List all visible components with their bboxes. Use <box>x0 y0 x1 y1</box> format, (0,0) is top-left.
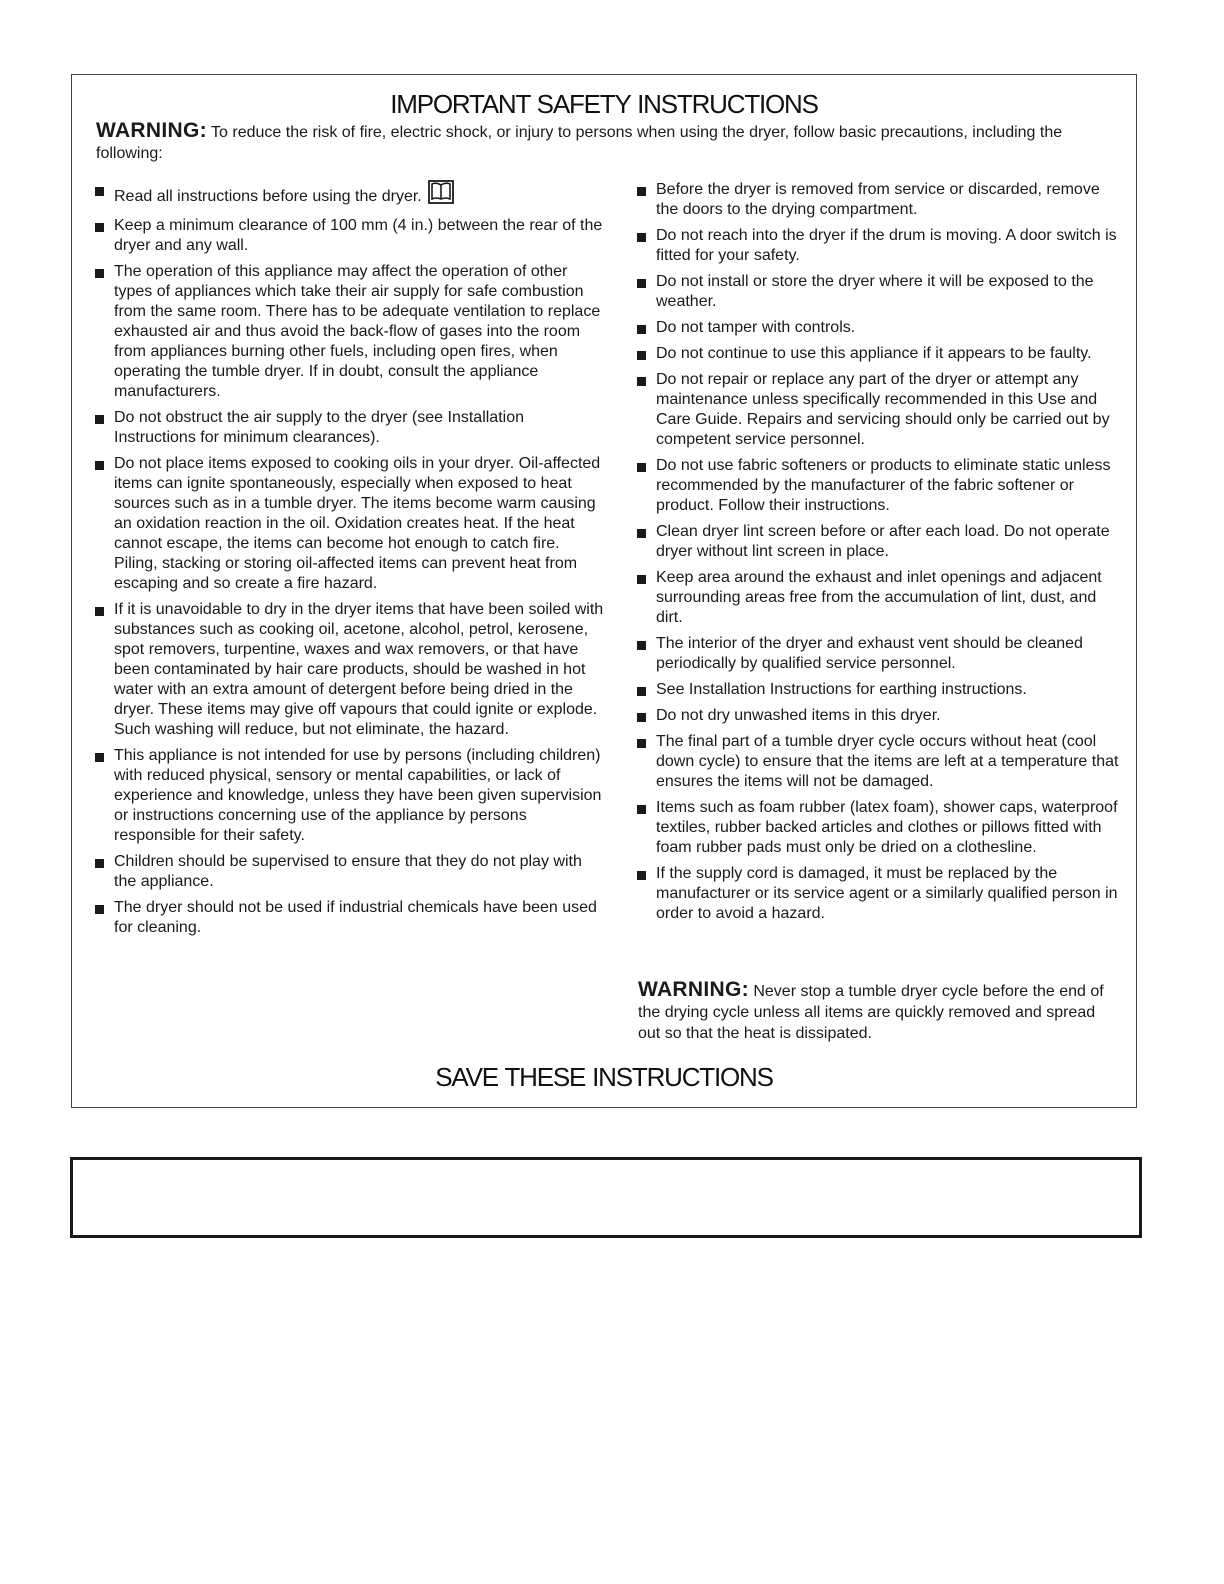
list-item: Children should be supervised to ensure that they do not play with the appliance. <box>94 852 606 892</box>
list-item: Do not use fabric softeners or products to eliminate static unless recommended by the manufacturer of the fabric softener or product. Follow their instructions. <box>636 456 1122 516</box>
empty-bordered-box <box>70 1157 1142 1238</box>
list-item: Keep area around the exhaust and inlet openings and adjacent surrounding areas free from the accumulation of lint, dust, and dirt. <box>636 568 1122 628</box>
list-item: This appliance is not intended for use by persons (including children) with reduced physical, sensory or mental capabilities, or lack of experience and knowledge, unless they have been given supervision or instructions concerning use of the appliance by persons responsible for their safety. <box>94 746 606 846</box>
list-item: Do not obstruct the air supply to the dryer (see Installation Instructions for minimum clearances). <box>94 408 606 448</box>
list-item: Do not dry unwashed items in this dryer. <box>636 706 1122 726</box>
list-item: See Installation Instructions for earthing instructions. <box>636 680 1122 700</box>
list-item: Keep a minimum clearance of 100 mm (4 in.) between the rear of the dryer and any wall. <box>94 216 606 256</box>
save-instructions-title: SAVE THESE INSTRUCTIONS <box>435 1062 773 1092</box>
closing-warning-text: Never stop a tumble dryer cycle before the end of the drying cycle unless all items are quickly removed and spread out so that the heat is dissipated. <box>638 983 1104 1042</box>
list-item: Do not place items exposed to cooking oils in your dryer. Oil-affected items can ignite spontaneously, especially when exposed to heat sources such as in a tumble dryer. The items become warm causing an oxidation reaction in the oil. Oxidation creates heat. If the heat cannot escape, the items can become hot enough to catch fire. Piling, stacking or storing oil-affected items can prevent heat from escaping and so create a fire hazard. <box>94 454 606 594</box>
list-item <box>94 180 606 210</box>
intro-warning <box>96 120 1096 164</box>
list-item: Before the dryer is removed from service or discarded, remove the doors to the drying compartment. <box>636 180 1122 220</box>
intro-text: To reduce the risk of fire, electric shock, or injury to persons when using the dryer, follow basic precautions, including the following: <box>96 124 1063 162</box>
list-item: Do not install or store the dryer where it will be exposed to the weather. <box>636 272 1122 312</box>
closing-warning <box>638 979 1118 1044</box>
list-item: The dryer should not be used if industrial chemicals have been used for cleaning. <box>94 898 606 938</box>
book-icon <box>428 180 454 210</box>
list-item: Items such as foam rubber (latex foam), shower caps, waterproof textiles, rubber backed articles and clothes or pillows fitted with foam rubber pads must only be dried on a clothesline. <box>636 798 1122 858</box>
list-item-text: Read all instructions before using the dryer. <box>114 188 422 205</box>
list-item: Do not reach into the dryer if the drum is moving. A door switch is fitted for your safety. <box>636 226 1122 266</box>
list-item: If it is unavoidable to dry in the dryer items that have been soiled with substances such as cooking oil, acetone, alcohol, petrol, kerosene, spot removers, turpentine, waxes and wax removers, or that have been contaminated by hair care products, should be washed in hot water with an extra amount of detergent before being dried in the dryer. These items may give off vapours that could ignite or explode. Such washing will reduce, but not eliminate, the hazard. <box>94 600 606 740</box>
list-item: Do not repair or replace any part of the dryer or attempt any maintenance unless specifically recommended in this Use and Care Guide. Repairs and servicing should only be carried out by competent service personnel. <box>636 370 1122 450</box>
left-instruction-list <box>94 180 606 944</box>
right-instruction-list <box>636 180 1122 930</box>
list-item: Do not continue to use this appliance if it appears to be faulty. <box>636 344 1122 364</box>
warning-label: WARNING: <box>638 978 749 1001</box>
list-item: If the supply cord is damaged, it must be replaced by the manufacturer or its service agent or a similarly qualified person in order to avoid a hazard. <box>636 864 1122 924</box>
warning-label: WARNING: <box>96 119 207 142</box>
page-title: IMPORTANT SAFETY INSTRUCTIONS <box>390 89 818 119</box>
list-item: The final part of a tumble dryer cycle occurs without heat (cool down cycle) to ensure that the items are left at a temperature that ensures the items will not be damaged. <box>636 732 1122 792</box>
list-item: Do not tamper with controls. <box>636 318 1122 338</box>
list-item: Clean dryer lint screen before or after each load. Do not operate dryer without lint screen in place. <box>636 522 1122 562</box>
safety-instructions-box <box>71 74 1137 1108</box>
list-item: The interior of the dryer and exhaust vent should be cleaned periodically by qualified service personnel. <box>636 634 1122 674</box>
list-item: The operation of this appliance may affect the operation of other types of appliances which take their air supply for safe combustion from the same room. There has to be adequate ventilation to replace exhausted air and thus avoid the back-flow of gases into the room from appliances burning other fuels, including open fires, when operating the tumble dryer. If in doubt, consult the appliance manufacturers. <box>94 262 606 402</box>
